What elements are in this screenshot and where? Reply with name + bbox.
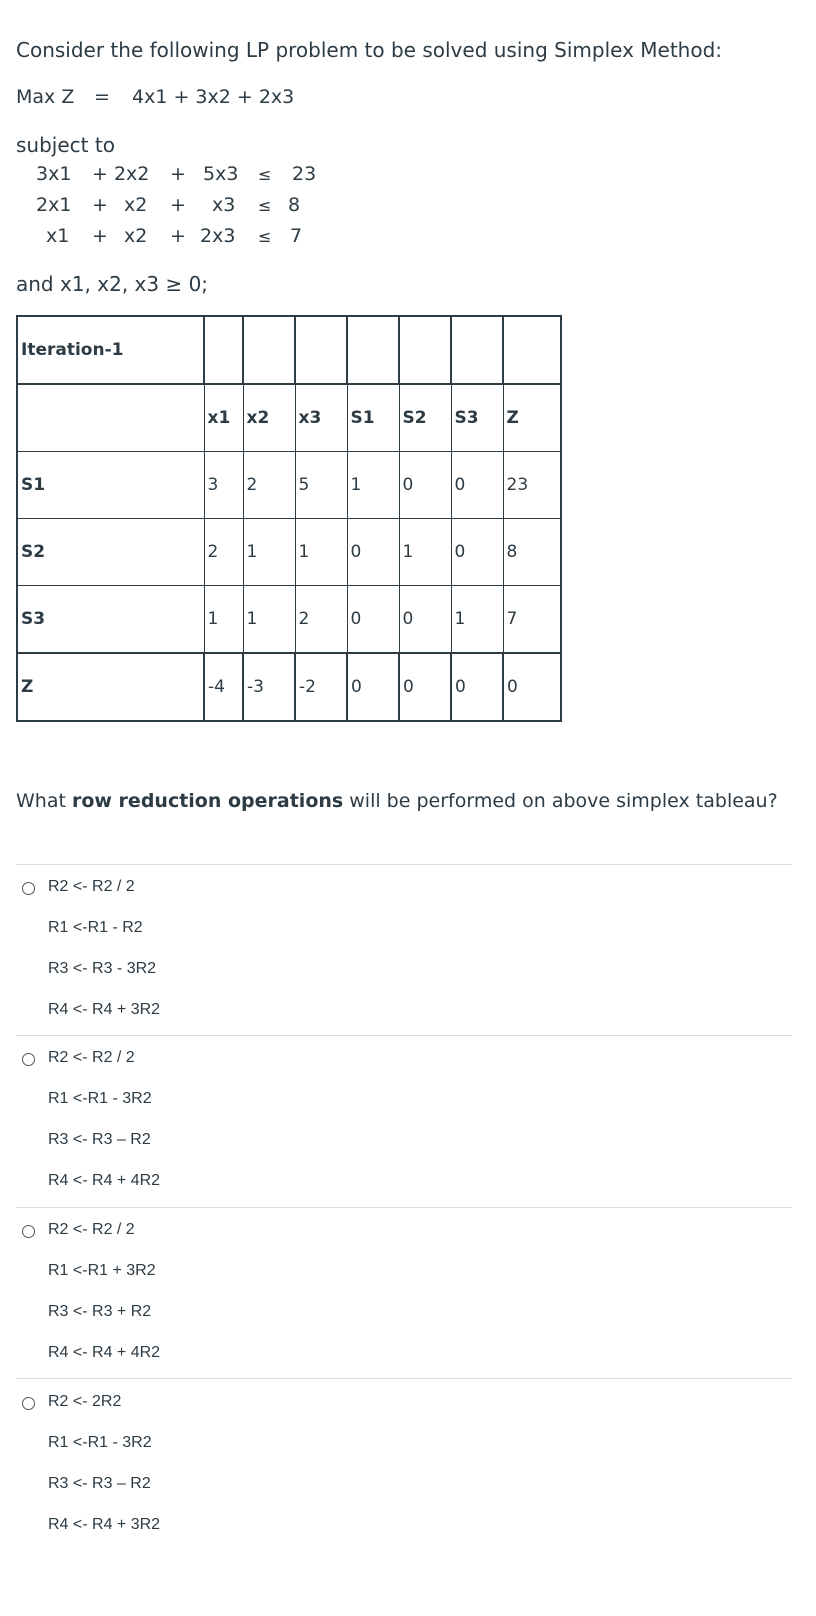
- constraint-2-rhs: 8: [288, 194, 301, 216]
- question-intro: Consider the following LP problem to be solved using Simplex Method:: [16, 38, 723, 62]
- option-line: R2 <- R2 / 2: [48, 1049, 135, 1066]
- tableau-row-label: S3: [17, 586, 204, 654]
- constraint-1-term: 5x3: [203, 163, 239, 185]
- divider: [16, 1378, 792, 1379]
- tableau-cell: 0: [347, 653, 399, 721]
- tableau-row-label: S2: [17, 519, 204, 586]
- tableau-cell: 0: [451, 452, 503, 519]
- option-line: R3 <- R3 – R2: [48, 1475, 151, 1492]
- answer-option-4[interactable]: [16, 1391, 792, 1561]
- tableau-cell: 3: [204, 452, 243, 519]
- tableau-cell: 0: [399, 586, 451, 654]
- tableau-cell: 0: [399, 452, 451, 519]
- simplex-tableau: [16, 315, 562, 722]
- option-line: R4 <- R4 + 3R2: [48, 1516, 161, 1533]
- tableau-cell: 1: [295, 519, 347, 586]
- objective-equals: =: [94, 86, 110, 108]
- constraint-2-sign: ≤: [258, 196, 272, 215]
- option-line: R2 <- R2 / 2: [48, 878, 135, 895]
- tableau-row: [17, 586, 561, 654]
- objective-rhs: 4x1 + 3x2 + 2x3: [132, 86, 295, 108]
- tableau-cell: -2: [295, 653, 347, 721]
- option-line: R4 <- R4 + 4R2: [48, 1172, 161, 1189]
- radio-button[interactable]: [22, 882, 35, 895]
- tableau-cell: 2: [243, 452, 295, 519]
- option-line: R2 <- 2R2: [48, 1393, 122, 1410]
- constraint-1-rhs: 23: [292, 163, 317, 185]
- divider: [16, 1207, 792, 1208]
- tableau-cell: 8: [503, 519, 561, 586]
- question-pre: What: [16, 790, 72, 812]
- constraint-3-term: +: [92, 225, 108, 247]
- question-post: will be performed on above simplex tableau?: [343, 790, 778, 812]
- option-line: R2 <- R2 / 2: [48, 1221, 135, 1238]
- constraint-1-term: +: [170, 163, 186, 185]
- objective-lhs: Max Z: [16, 86, 75, 108]
- tableau-header: S2: [399, 384, 451, 452]
- tableau-cell: 0: [451, 653, 503, 721]
- divider: [16, 864, 792, 865]
- radio-button[interactable]: [22, 1397, 35, 1410]
- constraint-2-term: +: [92, 194, 108, 216]
- option-line: R3 <- R3 + R2: [48, 1303, 152, 1320]
- tableau-row: [17, 452, 561, 519]
- tableau-cell: 2: [204, 519, 243, 586]
- option-line: R1 <-R1 - 3R2: [48, 1434, 152, 1451]
- tableau-cell: 5: [295, 452, 347, 519]
- constraint-2-term: x3: [212, 194, 236, 216]
- question-bold: row reduction operations: [71, 790, 344, 812]
- radio-button[interactable]: [22, 1225, 35, 1238]
- tableau-cell: 1: [399, 519, 451, 586]
- tableau-cell: 0: [399, 653, 451, 721]
- constraint-1-term: 3x1: [36, 163, 72, 185]
- constraint-2-term: 2x1: [36, 194, 72, 216]
- constraint-3-term: 2x3: [200, 225, 236, 247]
- option-line: R4 <- R4 + 4R2: [48, 1344, 161, 1361]
- divider: [16, 1035, 792, 1036]
- constraint-3-term: +: [170, 225, 186, 247]
- answer-option-1[interactable]: [16, 876, 792, 1046]
- tableau-header: x3: [295, 384, 347, 452]
- tableau-header: S1: [347, 384, 399, 452]
- tableau-cell: 0: [451, 519, 503, 586]
- tableau-cell: 1: [243, 519, 295, 586]
- constraint-3-term: x1: [46, 225, 70, 247]
- radio-button[interactable]: [22, 1053, 35, 1066]
- tableau-cell: 1: [347, 452, 399, 519]
- tableau-title: Iteration-1: [17, 316, 204, 384]
- constraint-3-rhs: 7: [290, 225, 303, 247]
- tableau-row-label: S1: [17, 452, 204, 519]
- tableau-header: Z: [503, 384, 561, 452]
- subject-to-label: subject to: [16, 133, 115, 157]
- tableau-cell: 7: [503, 586, 561, 654]
- tableau-cell: 1: [243, 586, 295, 654]
- tableau-cell: 1: [204, 586, 243, 654]
- answer-option-3[interactable]: [16, 1219, 792, 1389]
- question-text: [16, 790, 778, 812]
- option-line: R1 <-R1 - R2: [48, 919, 143, 936]
- constraint-1-term: + 2x2: [92, 163, 150, 185]
- tableau-cell: 0: [503, 653, 561, 721]
- tableau-cell: 1: [451, 586, 503, 654]
- tableau-title-row: [17, 316, 561, 384]
- option-line: R3 <- R3 - 3R2: [48, 960, 157, 977]
- tableau-row: [17, 653, 561, 721]
- answer-option-2[interactable]: [16, 1047, 792, 1217]
- option-line: R3 <- R3 – R2: [48, 1131, 151, 1148]
- tableau-cell: 0: [347, 586, 399, 654]
- tableau-cell: -3: [243, 653, 295, 721]
- constraint-2-term: x2: [124, 194, 148, 216]
- nonnegativity-condition: and x1, x2, x3 ≥ 0;: [16, 272, 209, 296]
- option-line: R1 <-R1 - 3R2: [48, 1090, 152, 1107]
- constraint-2-term: +: [170, 194, 186, 216]
- option-line: R4 <- R4 + 3R2: [48, 1001, 161, 1018]
- tableau-row: [17, 519, 561, 586]
- tableau-cell: 23: [503, 452, 561, 519]
- constraint-3-sign: ≤: [258, 227, 272, 246]
- tableau-header-row: [17, 384, 561, 452]
- constraint-3-term: x2: [124, 225, 148, 247]
- option-line: R1 <-R1 + 3R2: [48, 1262, 156, 1279]
- tableau-header: x1: [204, 384, 243, 452]
- tableau-cell: -4: [204, 653, 243, 721]
- tableau-row-label: Z: [17, 653, 204, 721]
- constraint-1-sign: ≤: [258, 165, 272, 184]
- tableau-header: S3: [451, 384, 503, 452]
- tableau-cell: 0: [347, 519, 399, 586]
- tableau-cell: 2: [295, 586, 347, 654]
- tableau-header: x2: [243, 384, 295, 452]
